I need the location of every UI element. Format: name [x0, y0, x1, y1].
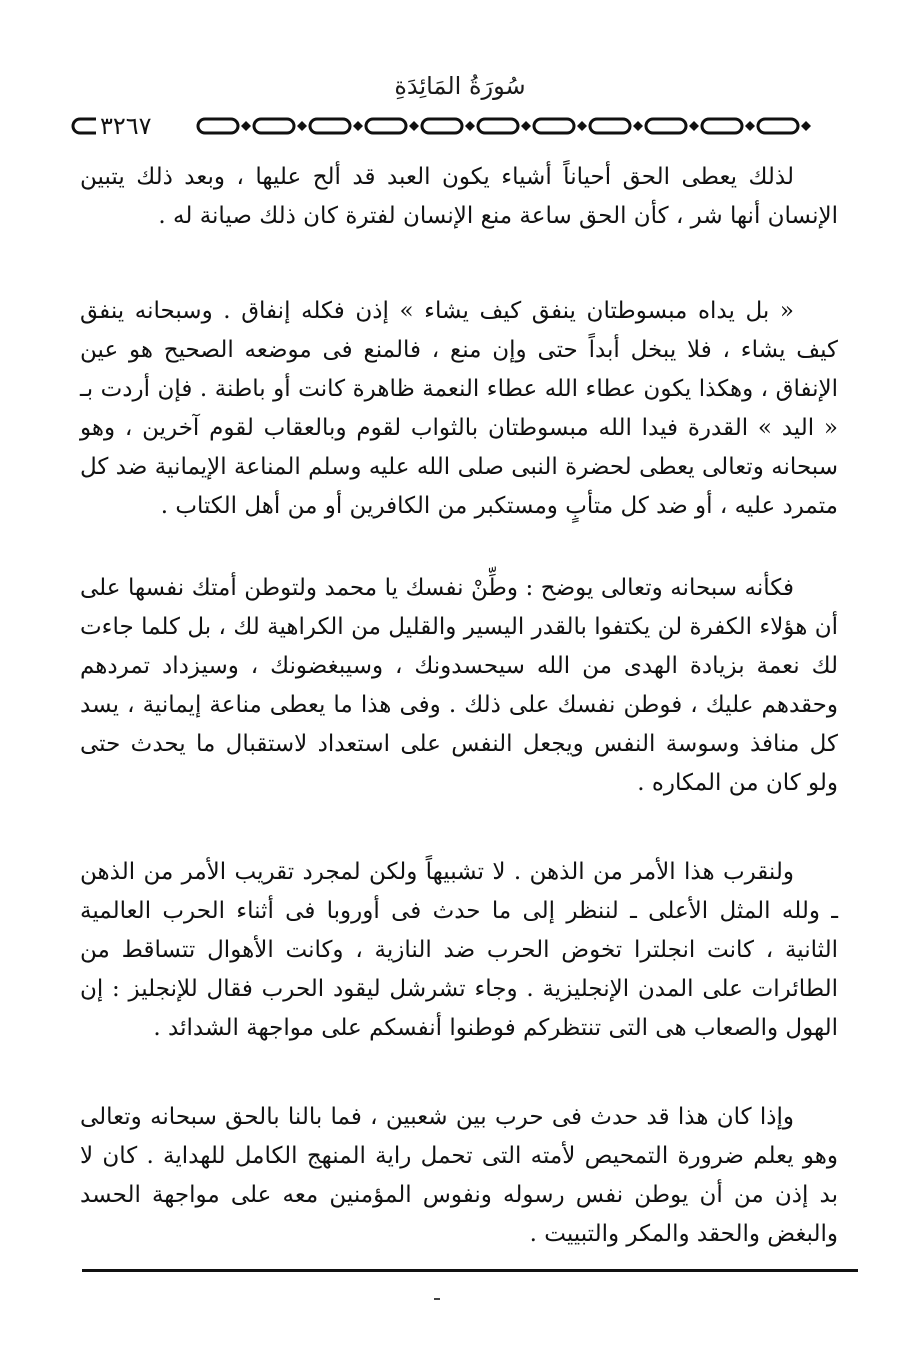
ornament-diamond	[577, 121, 587, 131]
paragraph-1	[80, 158, 838, 236]
ornament-diamond	[521, 121, 531, 131]
ornament-diamond	[801, 121, 811, 131]
ornament-chain-icon	[70, 112, 840, 140]
paragraph-2	[80, 292, 838, 526]
ornament-oval	[478, 119, 518, 133]
ornament-diamond	[689, 121, 699, 131]
paragraph-text: وإذا كان هذا قد حدث فى حرب بين شعبين ، فما بالنا بالحق سبحانه وتعالى وهو يعلم ضرورة التمحيص لأمته التى تحمل راية المنهج الكامل للهداية . كان لا بد إذن من أن يوطن نفس رسوله ونفوس المؤمنين معه على مواجهة الحسد والبغض والحقد والمكر والتبييت .	[80, 1104, 838, 1247]
ornament-oval	[702, 119, 742, 133]
ornament-oval	[254, 119, 294, 133]
paragraph-text: « بل يداه مبسوطتان ينفق كيف يشاء » إذن فكله إنفاق . وسبحانه ينفق كيف يشاء ، فلا يبخل أبداً حتى وإن منع ، فالمنع فى موضعه الصحيح هو عين الإنفاق ، وهكذا يكون عطاء الله عطاء النعمة ظاهرة كانت أو باطنة . فإن أردت بـ « اليد » القدرة فيدا الله مبسوطتان بالثواب لقوم وبالعقاب لقوم آخرين ، وهو سبحانه وتعالى يعطى لحضرة النبى صلى الله عليه وسلم المناعة الإيمانية ضد كل متمرد عليه ، أو ضد كل متأبٍ ومستكبر من الكافرين أو من أهل الكتاب .	[80, 298, 838, 519]
ornament-oval	[646, 119, 686, 133]
ornament-oval	[198, 119, 238, 133]
ornament-oval	[534, 119, 574, 133]
paragraph-text: فكأنه سبحانه وتعالى يوضح : وطِّنْ نفسك يا محمد ولتوطن أمتك نفسها على أن هؤلاء الكفرة لن يكتفوا بالقدر اليسير والقليل من الكراهية لك ، بل كلما جاءت لك نعمة بزيادة الهدى من الله سيحسدونك ، وسيبغضونك ، وسيزداد تمردهم وحقدهم عليك ، فوطن نفسك على ذلك . وفى هذا ما يعطى مناعة إيمانية ، يسد كل منافذ وسوسة النفس ويجعل النفس على استعداد لاستقبال ما يحدث حتى ولو كان من المكاره .	[80, 575, 838, 796]
surah-title: سُورَةُ المَائِدَةِ	[394, 72, 526, 100]
ornament-diamond	[409, 121, 419, 131]
paragraph-text: ولنقرب هذا الأمر من الذهن . لا تشبيهاً ولكن لمجرد تقريب الأمر من الذهن ـ ولله المثل الأعلى ـ لننظر إلى ما حدث فى أوروبا فى أثناء الحرب العالمية الثانية ، كانت انجلترا تخوض الحرب ضد النازية ، وكانت الأهوال تتساقط من الطائرات على المدن الإنجليزية . وجاء تشرشل ليقود الحرب فقال للإنجليز : إن الهول والصعاب هى التى تنتظركم فوطنوا أنفسكم على مواجهة الشدائد .	[80, 859, 838, 1041]
ornament-oval	[310, 119, 350, 133]
ornament-diamond	[465, 121, 475, 131]
ornament-oval	[366, 119, 406, 133]
ornament-diamond	[353, 121, 363, 131]
paragraph-text: لذلك يعطى الحق أحياناً أشياء يكون العبد قد ألح عليها ، وبعد ذلك يتبين الإنسان أنها شر ، كأن الحق ساعة منع الإنسان لفترة كان ذلك صيانة له .	[80, 164, 838, 229]
ornament-diamond	[633, 121, 643, 131]
page-number: ٣٢٦٧	[96, 113, 156, 139]
paragraph-4	[80, 853, 838, 1048]
header-ornament-border	[70, 112, 840, 140]
ornament-oval	[422, 119, 462, 133]
footer-mark	[434, 1298, 440, 1300]
ornament-diamond	[297, 121, 307, 131]
paragraph-5	[80, 1098, 838, 1254]
ornament-diamond	[745, 121, 755, 131]
ornament-oval	[758, 119, 798, 133]
ornament-diamond	[241, 121, 251, 131]
ornament-oval	[590, 119, 630, 133]
paragraph-3	[80, 569, 838, 803]
footer-rule	[82, 1269, 858, 1272]
